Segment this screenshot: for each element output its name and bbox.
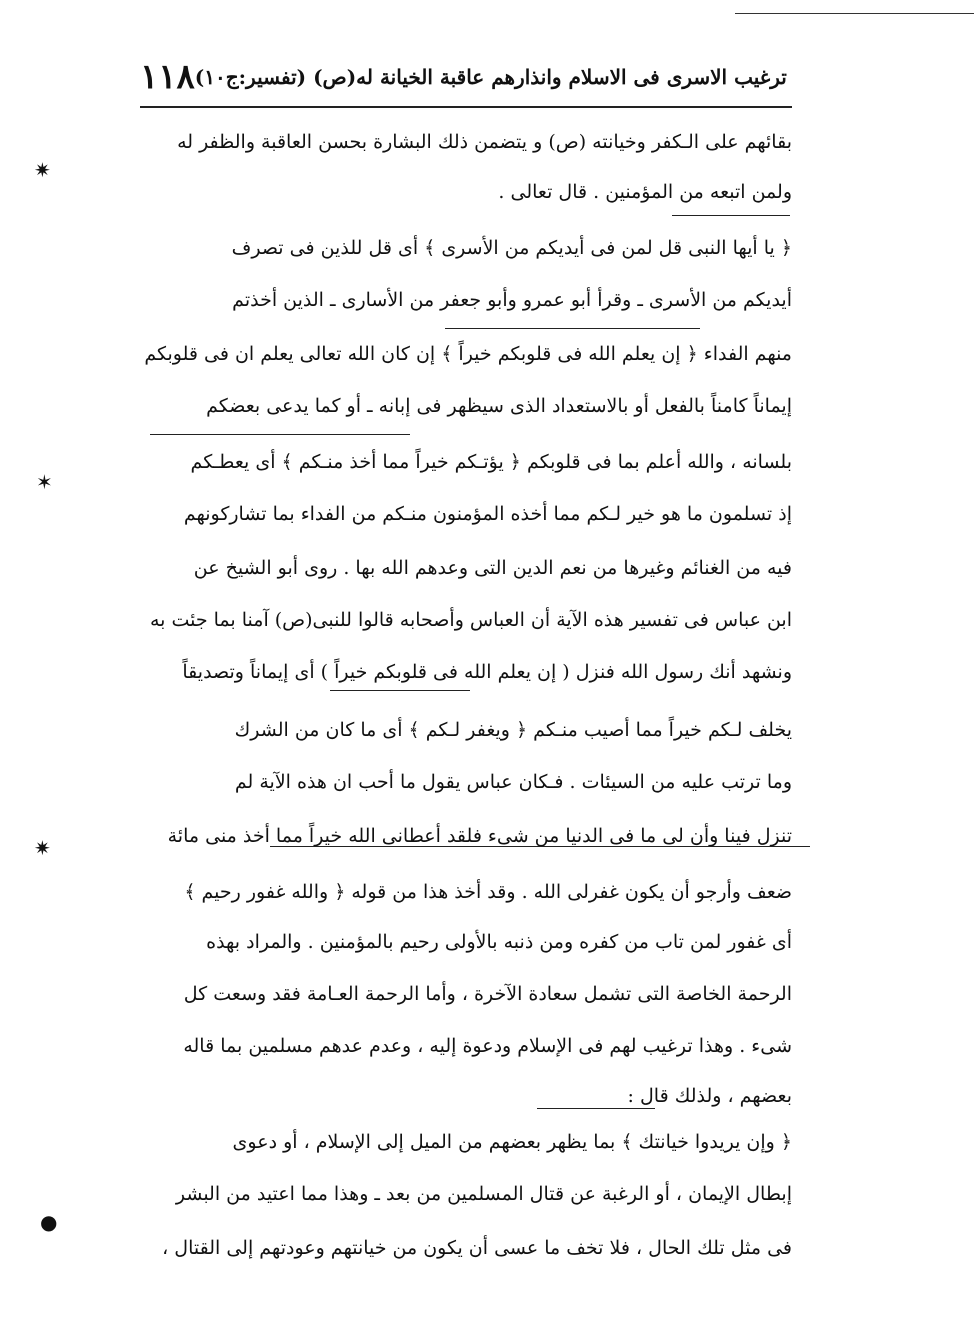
text-line: فيه من الغنائم وغيرها من نعم الدين التى وعدهم الله بها . روى أبو الشيخ عن — [193, 557, 792, 579]
paragraph-3 — [140, 1120, 792, 1280]
text-line: وما ترتب عليه من السيئات . فـكان عباس يقول ما أحب ان هذه الآية لم — [234, 771, 792, 793]
text-line: شىء . وهذا ترغيب لهم فى الإسلام ودعوة إليه ، وعدم عدهم مسلمين بما قاله — [183, 1035, 792, 1057]
overline-rule — [150, 434, 410, 435]
text-line: بعضهم ، ولذلك قال : — [627, 1085, 792, 1107]
text-line: ﴿ وإن يريدوا خيانتك ﴾ بما يظهر بعضهم من الميل إلى الإسلام ، أو دعوى — [232, 1131, 792, 1153]
text-line: يخلف لـكم خيراً مما أصيب منـكم ﴿ ويغفر لـكم ﴾ أى ما كان من الشرك — [234, 719, 792, 741]
margin-mark: ✶ — [36, 470, 53, 494]
header-rule — [140, 106, 792, 108]
text-line: فى مثل تلك الحال ، فلا تخف ما عسى أن يكون من خيانتهم وعودتهم إلى القتال ، — [162, 1237, 792, 1259]
text-line: إيماناً كامناً بالفعل أو بالاستعداد الذى سيظهر فى إبانه ـ أو كما يدعى بعضكم — [206, 395, 792, 417]
text-line: أيديكم من الأسرى ـ وقرأ أبو عمرو وأبو جعفر من الأسارى ـ الذين أخذتم — [232, 289, 792, 311]
text-line: بقائهم على الـكفر وخيانته (ص) و يتضمن ذلك البشارة بحسن العاقبة والظفر له — [177, 131, 792, 153]
top-edge-rule — [735, 13, 974, 14]
text-line: إبطال الإيمان ، أو الرغبة عن قتال المسلمين من بعد ـ وهذا مما اعتيد من البشر — [175, 1183, 792, 1205]
text-line: تنزل فينا وأن لى ما فى الدنيا من شىء فلقد أعطانى الله خيراً مما أخذ منى مائة — [167, 825, 792, 847]
page-header — [140, 52, 790, 102]
section-divider — [537, 1108, 655, 1109]
text-line: الرحمة الخاصة التى تشمل سعادة الآخرة ، وأما الرحمة العـامة فقد وسعت كل — [183, 983, 792, 1005]
paragraph-2 — [140, 226, 792, 1120]
text-line: منهم الفداء ﴿ إن يعلم الله فى قلوبكم خيراً ﴾ إن كان الله تعالى يعلم ان فى قلوبكم — [144, 343, 792, 365]
page-number: ١١٨ — [140, 57, 195, 97]
paragraph-1 — [140, 120, 792, 216]
overline-rule — [270, 846, 810, 847]
margin-mark: ✷ — [34, 836, 51, 860]
text-line: ضعف وأرجو أن يكون غفرلى الله . وقد أخذ هذا من قوله ﴿ والله غفور رحيم ﴾ — [184, 881, 792, 903]
text-line: إذ تسلمون ما هو خير لـكم مما أخذه المؤمنون منـكم من الفداء بما تشاركونهم — [183, 503, 792, 525]
text-line: ونشهد أنك رسول الله فنزل ( إن يعلم الله فى قلوبكم خيراً ) أى إيماناً وتصديقاً — [182, 661, 792, 683]
text-line: ولمن اتبعه من المؤمنين . قال تعالى . — [498, 181, 792, 203]
overline-rule — [330, 690, 470, 691]
text-line: أى غفور لمن تاب من كفره ومن ذنبه بالأولى رحيم بالمؤمنين . والمراد بهذه — [206, 931, 792, 953]
text-line: بلسانه ، والله أعلم بما فى قلوبكم ﴿ يؤتـكم خيراً مما أخذ منـكم ﴾ أى يعطـكم — [190, 451, 792, 473]
text-line: ابن عباس فى تفسير هذه الآية أن العباس وأصحابه قالوا للنبى(ص) آمنا بما جئت به — [149, 609, 792, 631]
section-divider — [672, 215, 790, 216]
margin-mark: ✷ — [34, 158, 51, 182]
overline-rule — [445, 328, 700, 329]
running-title: ترغيب الاسرى فى الاسلام وانذارهم عاقبة الخيانة له(ص) (تفسير:ج١٠) — [194, 65, 787, 89]
margin-mark: ● — [40, 1210, 58, 1234]
text-line: ﴿ يا أيها النبى قل لمن فى أيديكم من الأسرى ﴾ أى قل للذين فى تصرف — [231, 237, 792, 259]
